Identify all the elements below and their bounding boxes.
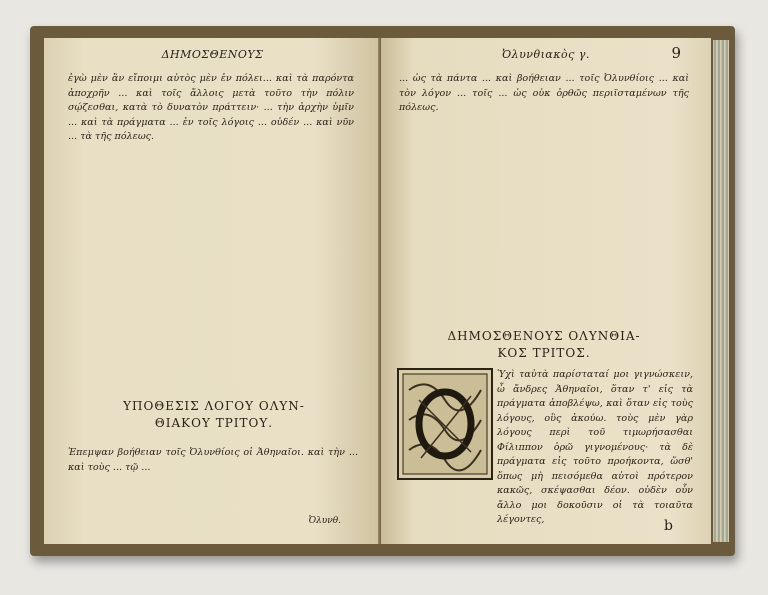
right-title-line-2: ΚΟΣ ΤΡΙΤΟΣ.: [497, 346, 591, 360]
right-page: [381, 38, 711, 544]
right-running-head: Ὀλυνθιακὸς γ.: [502, 48, 590, 61]
page-number: 9: [671, 44, 681, 62]
left-running-head: ΔΗΜΟΣΘΕΝΟΥΣ: [161, 48, 264, 61]
left-footer: Ὀλυνθ.: [308, 516, 341, 526]
right-title-line-1: ΔΗΜΟΣΘΕΝΟΥΣ ΟΛΥΝΘΙΑ-: [447, 329, 641, 343]
left-paragraph-1: ἐγὼ μὲν ἂν εἴποιμι αὐτὸς μὲν ἐν πόλει... καὶ τὰ παρόντα ἀποχρῆν ... καὶ τοῖς ἄλλοις μετὰ τοῦτο τὴν πόλιν σῴζεσθαι, κατὰ τὸ δυνατὸν πράττειν· ... τὴν ἀρχὴν ὑμῖν ... καὶ τὰ πράγματα ... ἐν τοῖς λόγοις ... οὐδέν ... καὶ νῦν ... τὰ τῆς πόλεως.: [68, 73, 354, 142]
catchword: b: [664, 518, 673, 534]
left-section-title-line-2: ΘΙΑΚΟΥ ΤΡΙΤΟΥ.: [154, 416, 274, 430]
left-page: [44, 38, 381, 544]
right-paragraph-2: Ὑχὶ ταὐτὰ παρίσταταί μοι γιγνώσκειν, ὦ ἄνδρες Ἀθηναῖοι, ὅταν τ' εἰς τὰ πράγματα ἀποβλέψω, καὶ ὅταν εἰς τοὺς λόγους, οὓς ἀκούω. τοὺς μὲν γὰρ λόγους περὶ τοῦ τιμωρήσασθαι Φίλιππον ὁρῶ γιγνομένους· τὰ δὲ πράγματα εἰς τοῦτο προήκοντα, ὥσθ' ὅπως μὴ πεισόμεθα αὐτοὶ πρότερον κακῶς, σκέψασθαι δέον. οὐδὲν οὖν ἄλλο μοι δοκοῦσιν οἱ τὰ τοιαῦτα λέγοντες,: [497, 369, 693, 525]
left-section-title-line-1: ΥΠΟΘΕΣΙΣ ΛΟΓΟΥ ΟΛΥΝ-: [123, 399, 305, 413]
right-title: [399, 328, 689, 362]
left-section-title: [74, 398, 354, 432]
page-edges: [713, 40, 729, 542]
ornament-initial-icon: [399, 370, 491, 478]
decorated-initial-letter: [397, 368, 493, 480]
right-paragraph-1: ... ὡς τὰ πάντα ... καὶ βοήθειαν ... τοῖς Ὀλυνθίοις ... καὶ τὸν λόγον ... τοῖς ... ὡς οὐκ ὀρθῶς περιϊσταμένων τῆς πόλεως.: [399, 73, 689, 113]
open-book: [30, 26, 735, 556]
left-paragraph-2: Ἐπεμψαν βοήθειαν τοῖς Ὀλυνθίοις οἱ Ἀθηναῖοι. καὶ τὴν ... καὶ τοὺς ... τῷ ...: [68, 447, 358, 473]
